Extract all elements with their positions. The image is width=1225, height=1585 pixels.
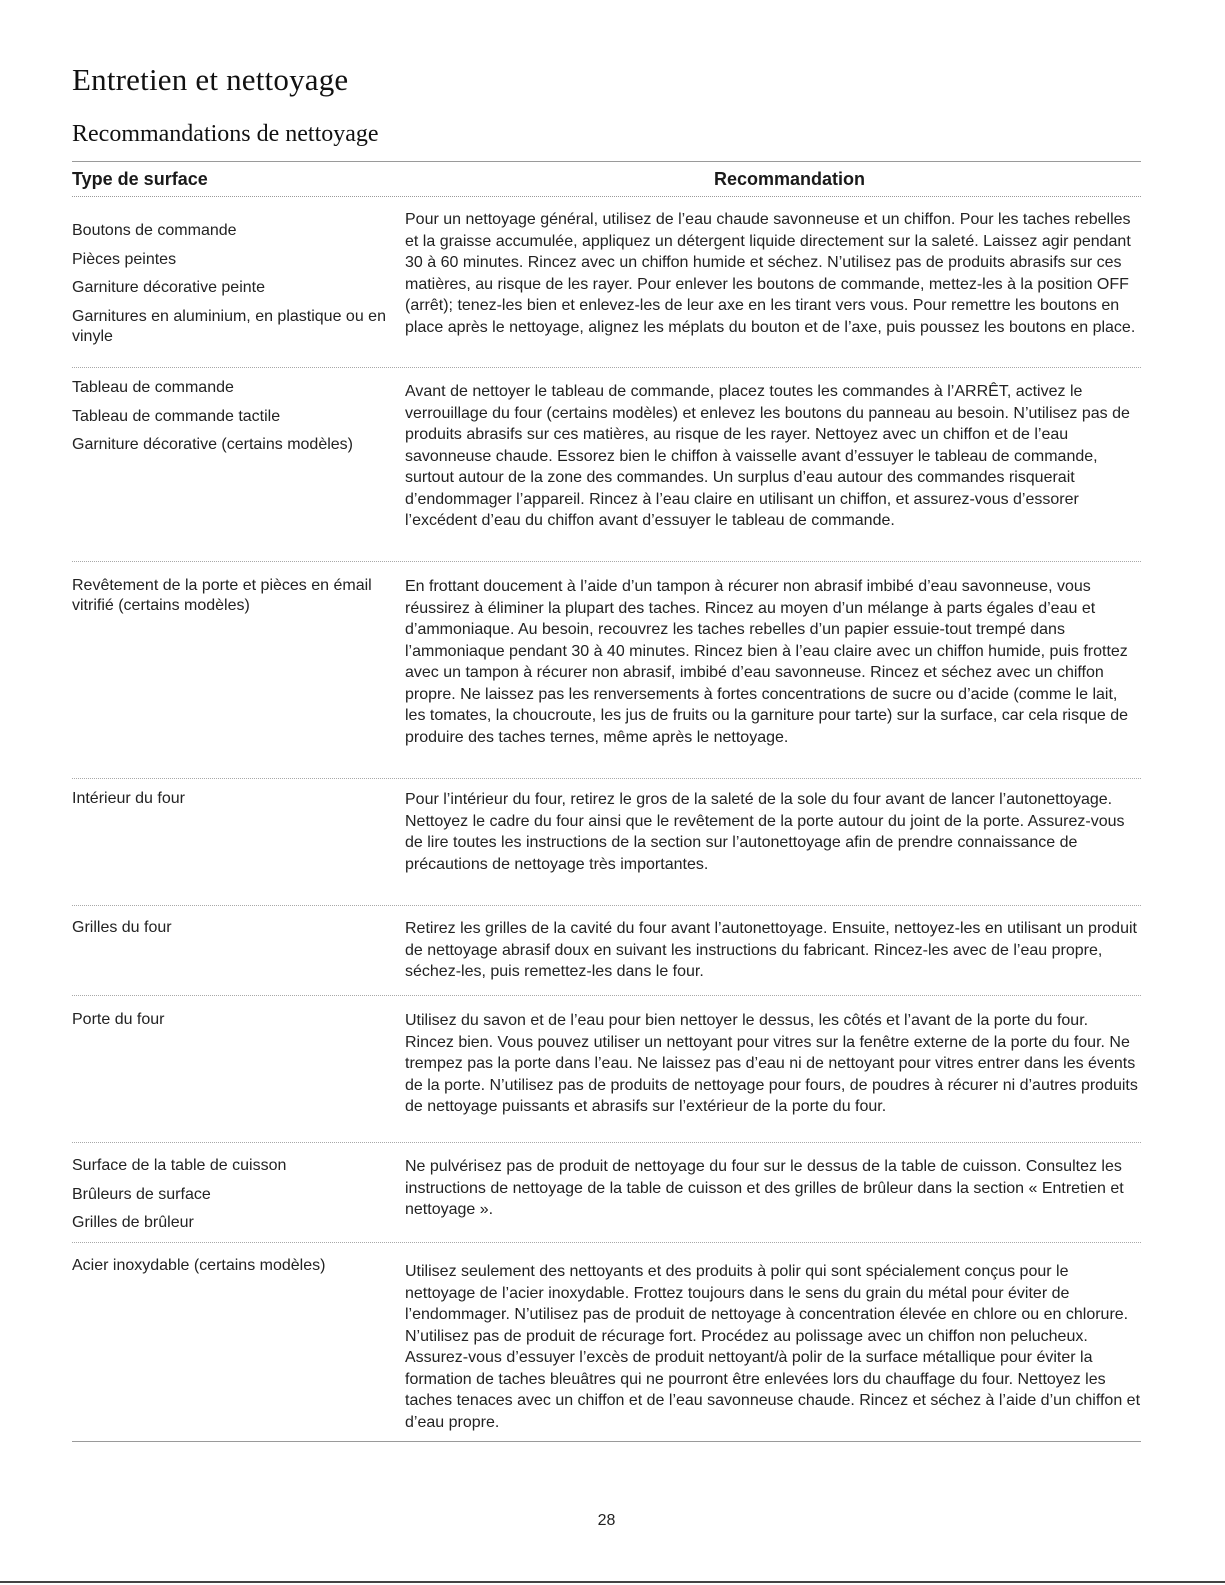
surface-item: Tableau de commande <box>72 379 234 396</box>
table-row <box>72 779 1141 906</box>
page-title: Entretien et nettoyage <box>72 62 349 97</box>
surface-cell <box>72 789 388 818</box>
surface-item: Boutons de commande <box>72 222 237 239</box>
surface-item: Brûleurs de surface <box>72 1185 211 1203</box>
column-header-surface: Type de surface <box>72 169 208 189</box>
surface-item: Surface de la table de cuisson <box>72 1157 287 1174</box>
surface-item: Garniture décorative peinte <box>72 279 265 296</box>
recommendation-cell: Pour l’intérieur du four, retirez le gros de la saleté de la sole du four avant de lancer l’autonettoyage. Nettoyez le cadre du four ainsi que le revêtement de la porte autour du joint de la porte. Assurez-vous de lire toutes les instructions de la section sur l’autonettoyage afin de prendre connaissance de précautions de nettoyage très importantes. <box>405 791 1125 873</box>
surface-cell <box>72 1256 388 1285</box>
recommendation-cell: En frottant doucement à l’aide d’un tampon à récurer non abrasif imbibé d’eau savonneuse, vous réussirez à éliminer la plupart des taches. Rincez au moyen d’un mélange à parts égales d’eau et d’ammoniaque. Au besoin, recouvrez les taches rebelles d’un papier essuie-tout trempé dans l’ammoniaque pendant 30 à 40 minutes. Rincez bien à l’eau claire avec un chiffon humide, puis frottez avec un tampon à récurer non abrasif, imbibé d’eau savonneuse. Rincez et séchez avec un chiffon propre. Ne laissez pas les renversements à fortes concentrations de sucre ou d’acide (comme le lait, les tomates, la choucroute, les jus de fruits ou la garniture pour tarte) sur la surface, car cela risque de produire des taches ternes, même après le nettoyage. <box>405 578 1129 746</box>
recommendation-cell: Retirez les grilles de la cavité du four avant l’autonettoyage. Ensuite, nettoyez-les en utilisant un produit de nettoyage abrasif doux en suivant les instructions du fabricant. Rincez-les avec de l’eau propre, séchez-les, puis remettez-les dans le four. <box>405 920 1137 980</box>
table-row <box>72 368 1141 562</box>
table-row <box>72 204 1141 368</box>
column-header-recommendation: Recommandation <box>714 169 866 189</box>
surface-cell <box>72 918 388 947</box>
table-row <box>72 1143 1141 1243</box>
recommendation-cell: Utilisez du savon et de l’eau pour bien nettoyer le dessus, les côtés et l’avant de la porte du four. Rincez bien. Vous pouvez utiliser un nettoyant pour vitres sur la fenêtre externe de la porte du four. Ne trempez pas la porte dans l’eau. Ne laissez pas d’eau ni de nettoyant pour vitres entrer dans les évents de la porte. N’utilisez pas de produits de nettoyage pour fours, de poudres à récurer ni d’autres produits de nettoyage puissants et abrasifs sur l’extérieur de la porte du four. <box>405 1012 1138 1115</box>
surface-cell <box>72 1010 388 1039</box>
recommendation-cell: Pour un nettoyage général, utilisez de l’eau chaude savonneuse et un chiffon. Pour les taches rebelles et la graisse accumulée, appliquez un détergent liquide directement sur la saleté. Laissez agir pendant 30 à 60 minutes. Rincez avec un chiffon humide et séchez. N’utilisez pas de produits abrasifs sur ces matières, au risque de les rayer. Pour enlever les boutons de commande, mettez-les à la position OFF (arrêt); tenez-les bien et enlevez-les de leur axe en les tirant vers vous. Pour remettre les boutons en place après le nettoyage, alignez les méplats du bouton et de l’axe, puis poussez les boutons en place. <box>405 211 1136 336</box>
recommendation-cell: Utilisez seulement des nettoyants et des produits à polir qui sont spécialement conçus pour le nettoyage de l’acier inoxydable. Frottez toujours dans le sens du grain du métal pour éviter de l’endommager. N’utilisez pas de produit de nettoyage à concentration élevée en chlore ou en chlorure. N’utilisez pas de produit de récurage fort. Procédez au polissage avec un chiffon non pelucheux. Assurez-vous d’essuyer l’excès de produit nettoyant/à polir de la surface métallique pour éviter la formation de taches bleuâtres qui ne pourront être enlevées lors du chauffage du four. Nettoyez les taches tenaces avec un chiffon et de l’eau savonneuse chaude. Rincez et séchez à l’aide d’un chiffon et d’eau propre. <box>405 1263 1141 1431</box>
cleaning-table-body <box>72 204 1141 1442</box>
surface-item: Intérieur du four <box>72 790 185 807</box>
table-row <box>72 1243 1141 1442</box>
surface-item: Porte du four <box>72 1011 165 1028</box>
table-header <box>72 166 1141 197</box>
surface-item: Pièces peintes <box>72 250 177 268</box>
manual-page <box>72 0 1141 1585</box>
surface-cell <box>72 1156 388 1242</box>
surface-cell <box>72 576 388 625</box>
table-row <box>72 996 1141 1143</box>
surface-item: Tableau de commande tactile <box>72 407 281 425</box>
surface-item: Acier inoxydable (certains modèles) <box>72 1257 326 1274</box>
surface-item: Garniture décorative (certains modèles) <box>72 436 354 453</box>
table-row <box>72 562 1141 779</box>
page-number: 28 <box>597 1512 616 1529</box>
surface-cell <box>72 209 388 355</box>
recommendation-cell: Avant de nettoyer le tableau de commande, placez toutes les commandes à l’ARRÊT, activez le verrouillage du four (certains modèles) et enlevez les boutons du panneau au besoin. N’utilisez pas de produits abrasifs sur ces matières, au risque de les rayer. Nettoyez avec un chiffon et de l’eau savonneuse chaude. Essorez bien le chiffon à vaisselle avant d’essuyer le tableau de commande, surtout autour de la zone des commandes. Un surplus d’eau autour des commandes risquerait d’endommager l’appareil. Rincez à l’eau claire en utilisant un chiffon, et assurez-vous d’essorer l’excédent d’eau du chiffon avant d’essuyer le tableau de commande. <box>405 383 1130 529</box>
scan-bottom-edge <box>0 1581 1225 1583</box>
surface-cell <box>72 378 388 464</box>
table-row <box>72 906 1141 996</box>
surface-item: Grilles du four <box>72 919 172 936</box>
surface-item: Garnitures en aluminium, en plastique ou en vinyle <box>72 307 386 345</box>
section-title: Recommandations de nettoyage <box>72 121 379 147</box>
surface-item: Grilles de brûleur <box>72 1214 194 1231</box>
table-top-rule <box>72 161 1141 162</box>
recommendation-cell: Ne pulvérisez pas de produit de nettoyage du four sur le dessus de la table de cuisson. Consultez les instructions de nettoyage de la table de cuisson et des grilles de brûleur dans la section « Entretien et nettoyage ». <box>405 1158 1124 1218</box>
surface-item: Revêtement de la porte et pièces en émail vitrifié (certains modèles) <box>72 577 372 614</box>
